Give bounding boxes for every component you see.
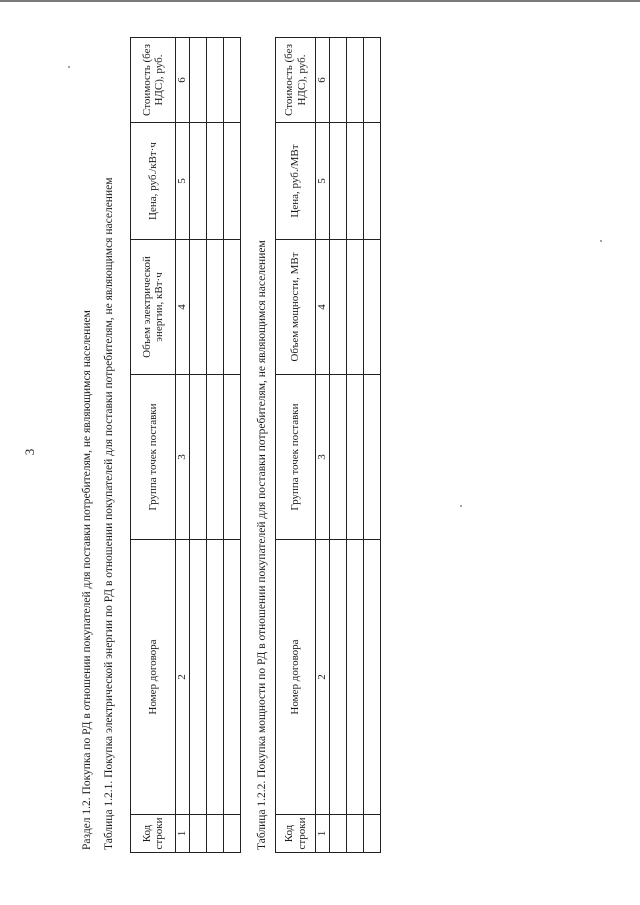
t2-header-volume: Объем мощности, МВт (276, 240, 316, 375)
scan-top-border (0, 0, 640, 2)
table2-title: Таблица 1.2.2. Покупка мощности по РД в отношении покупателей для поставки потребителям, не являющимся населением (256, 240, 268, 850)
table1-title: Таблица 1.2.1. Покупка электрической энергии по РД в отношении покупателей для поставки потребителям, не являющимся населением (103, 177, 115, 850)
t1-header-code: Код строки (131, 815, 176, 853)
table-row (206, 38, 223, 853)
t2-colnum-5: 5 (316, 123, 330, 240)
table2 (275, 37, 381, 853)
page-number: 3 (22, 448, 37, 456)
t2-colnum-1: 1 (316, 815, 330, 853)
table1 (130, 37, 241, 853)
t1-colnum-4: 4 (176, 240, 190, 375)
t1-colnum-6: 6 (176, 38, 190, 123)
scan-speck (68, 66, 70, 68)
section-title: Раздел 1.2. Покупка по РД в отношении покупателей для поставки потребителям, не являющимся населением (81, 310, 93, 850)
table-row (346, 38, 363, 853)
scan-speck (460, 505, 462, 507)
t1-colnum-3: 3 (176, 375, 190, 540)
t1-header-group: Группа точек поставки (131, 375, 176, 540)
t2-header-contract: Номер договора (276, 540, 316, 815)
t2-colnum-6: 6 (316, 38, 330, 123)
t2-colnum-3: 3 (316, 375, 330, 540)
t2-header-price: Цена, руб./МВт (276, 123, 316, 240)
table-row (223, 38, 240, 853)
t1-header-volume: Объем электрической энергии, кВт·ч (131, 240, 176, 375)
table-row (329, 38, 346, 853)
t1-header-cost: Стоимость (без НДС), руб. (131, 38, 176, 123)
t1-header-contract: Номер договора (131, 540, 176, 815)
t1-colnum-1: 1 (176, 815, 190, 853)
t1-header-price: Цена, руб./кВт·ч (131, 123, 176, 240)
t2-header-cost: Стоимость (без НДС), руб. (276, 38, 316, 123)
t1-colnum-2: 2 (176, 540, 190, 815)
t2-colnum-4: 4 (316, 240, 330, 375)
t2-colnum-2: 2 (316, 540, 330, 815)
t2-header-group: Группа точек поставки (276, 375, 316, 540)
scan-speck (600, 240, 602, 242)
table-row (189, 38, 206, 853)
t2-header-code: Код строки (276, 815, 316, 853)
t1-colnum-5: 5 (176, 123, 190, 240)
table-row (363, 38, 380, 853)
